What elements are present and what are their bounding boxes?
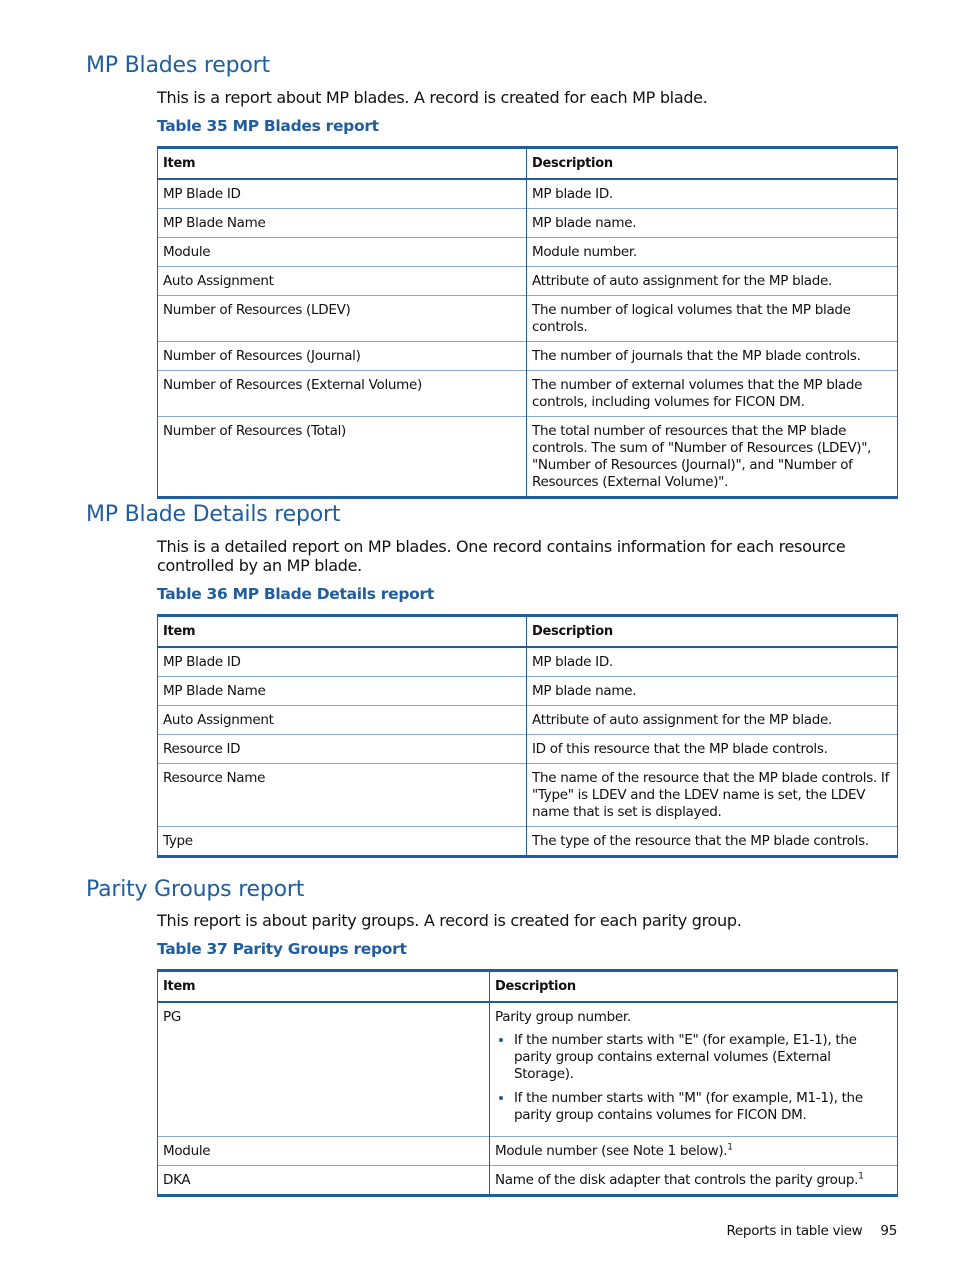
description-cell: The type of the resource that the MP blade controls.	[527, 827, 898, 857]
item-cell: MP Blade ID	[158, 179, 527, 209]
item-cell: Number of Resources (Total)	[158, 417, 527, 498]
footer-label: Reports in table view	[726, 1223, 863, 1239]
column-header-item: Item	[158, 971, 490, 1003]
table-row	[158, 296, 898, 342]
column-header-description: Description	[490, 971, 898, 1003]
bullet-list	[495, 1032, 892, 1124]
table-row	[158, 417, 898, 498]
table-row	[158, 238, 898, 267]
table-row	[158, 706, 898, 735]
item-cell: MP Blade ID	[158, 647, 527, 677]
item-cell: Resource ID	[158, 735, 527, 764]
mp-blade-details-table	[157, 614, 898, 858]
description-cell	[490, 1137, 898, 1166]
section-intro-parity-groups: This report is about parity groups. A record is created for each parity group.	[157, 911, 742, 930]
description-cell: The number of journals that the MP blade controls.	[527, 342, 898, 371]
footnote-marker[interactable]: 1	[727, 1142, 733, 1153]
parity-groups-table	[157, 969, 898, 1197]
item-cell: PG	[158, 1002, 490, 1137]
table-header-row	[158, 148, 898, 180]
table-row	[158, 827, 898, 857]
description-cell: The name of the resource that the MP blade controls. If "Type" is LDEV and the LDEV name is set, the LDEV name that is set is displayed.	[527, 764, 898, 827]
description-cell: MP blade ID.	[527, 179, 898, 209]
table-caption-35: Table 35 MP Blades report	[157, 117, 379, 135]
section-heading-mp-blade-details: MP Blade Details report	[86, 502, 341, 527]
description-text: Name of the disk adapter that controls the parity group.	[495, 1172, 859, 1188]
table-caption-37: Table 37 Parity Groups report	[157, 940, 407, 958]
page-footer	[726, 1223, 897, 1239]
table-header-row	[158, 971, 898, 1003]
description-text: Module number (see Note 1 below).	[495, 1143, 728, 1159]
item-cell: Type	[158, 827, 527, 857]
description-text: Parity group number.	[495, 1009, 631, 1025]
list-item: • If the number starts with "E" (for example, E1-1), the parity group contains external volumes (External Storage).	[514, 1032, 892, 1083]
description-cell: ID of this resource that the MP blade controls.	[527, 735, 898, 764]
description-cell: The number of external volumes that the MP blade controls, including volumes for FICON DM.	[527, 371, 898, 417]
table-row	[158, 647, 898, 677]
description-cell	[490, 1166, 898, 1196]
table-row	[158, 1002, 898, 1137]
item-cell: Number of Resources (Journal)	[158, 342, 527, 371]
item-cell: MP Blade Name	[158, 677, 527, 706]
column-header-item: Item	[158, 616, 527, 648]
table-row	[158, 267, 898, 296]
table-row	[158, 371, 898, 417]
description-cell: The total number of resources that the MP blade controls. The sum of "Number of Resources (LDEV)", "Number of Resources (Journal)", and "Number of Resources (External Volume)".	[527, 417, 898, 498]
column-header-description: Description	[527, 148, 898, 180]
table-row	[158, 1166, 898, 1196]
item-cell: Module	[158, 1137, 490, 1166]
item-cell: Auto Assignment	[158, 267, 527, 296]
table-row	[158, 179, 898, 209]
section-intro-mp-blade-details: This is a detailed report on MP blades. One record contains information for each resource controlled by an MP blade.	[157, 537, 846, 575]
table-caption-36: Table 36 MP Blade Details report	[157, 585, 434, 603]
footnote-marker[interactable]: 1	[858, 1171, 864, 1182]
table-row	[158, 764, 898, 827]
table-row	[158, 677, 898, 706]
item-cell: DKA	[158, 1166, 490, 1196]
description-cell	[490, 1002, 898, 1137]
description-cell: MP blade ID.	[527, 647, 898, 677]
item-cell: MP Blade Name	[158, 209, 527, 238]
description-cell: Attribute of auto assignment for the MP blade.	[527, 267, 898, 296]
section-heading-parity-groups: Parity Groups report	[86, 877, 305, 902]
table-header-row	[158, 616, 898, 648]
item-cell: Resource Name	[158, 764, 527, 827]
description-cell: MP blade name.	[527, 677, 898, 706]
column-header-description: Description	[527, 616, 898, 648]
mp-blades-table	[157, 146, 898, 499]
item-cell: Number of Resources (LDEV)	[158, 296, 527, 342]
table-row	[158, 342, 898, 371]
description-cell: The number of logical volumes that the MP blade controls.	[527, 296, 898, 342]
section-heading-mp-blades: MP Blades report	[86, 53, 270, 78]
description-cell: MP blade name.	[527, 209, 898, 238]
table-row	[158, 1137, 898, 1166]
item-cell: Module	[158, 238, 527, 267]
item-cell: Number of Resources (External Volume)	[158, 371, 527, 417]
section-intro-mp-blades: This is a report about MP blades. A record is created for each MP blade.	[157, 88, 708, 107]
description-cell: Attribute of auto assignment for the MP blade.	[527, 706, 898, 735]
table-row	[158, 209, 898, 238]
list-item: • If the number starts with "M" (for example, M1-1), the parity group contains volumes for FICON DM.	[514, 1090, 892, 1124]
description-cell: Module number.	[527, 238, 898, 267]
page-number: 95	[880, 1223, 897, 1239]
column-header-item: Item	[158, 148, 527, 180]
table-row	[158, 735, 898, 764]
item-cell: Auto Assignment	[158, 706, 527, 735]
